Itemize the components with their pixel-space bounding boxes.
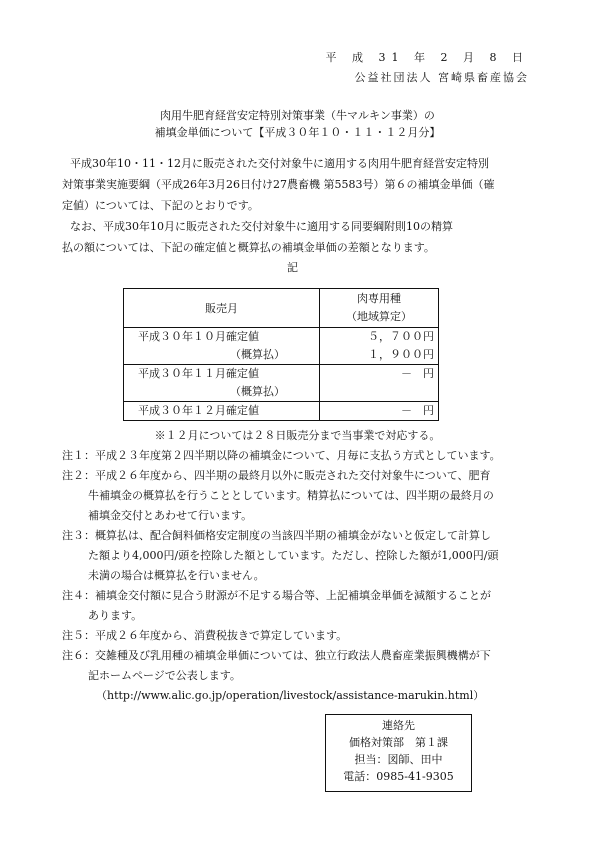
note-3: 注３：概算払は、配合飼料価格安定制度の当該四半期の補填金がないと仮定して計算し — [62, 529, 491, 542]
table-header-sale-month: 販売月 — [124, 289, 320, 328]
document-title-line-2: 補填金単価について【平成３０年１０・１１・１２月分】 — [154, 126, 441, 139]
table-cell-month — [124, 365, 320, 402]
organization-name: 公益社団法人 宮崎県畜産協会 — [354, 71, 529, 84]
note-3-continued-1: た額より4,000円/頭を控除した額としています。ただし、控除した額が1,000円/頭 — [88, 549, 499, 562]
note-5: 注５：平成２６年度から、消費税抜きで算定しています。 — [62, 629, 348, 642]
row-value: １，９００円 — [368, 348, 434, 361]
table-header-beef-breed — [320, 289, 439, 328]
note-3-continued-2: 未満の場合は概算払を行いません。 — [88, 569, 265, 582]
contact-phone: 電話：0985-41-9305 — [343, 770, 454, 783]
note-1: 注１：平成２３年度第２四半期以降の補填金について、月毎に支払う方式としています。 — [62, 449, 501, 462]
table-cell-value — [320, 402, 439, 421]
ki-heading: 記 — [287, 261, 298, 274]
body-paragraph-1-line-1: 平成30年10・11・12月に販売された交付対象牛に適用する肉用牛肥育経営安定特別 — [70, 157, 489, 170]
body-paragraph-1-line-2: 対策事業実施要綱（平成26年3月26日付け27農畜機 第5583号）第６の補填金単価（確 — [62, 178, 495, 191]
document-title-line-1: 肉用牛肥育経営安定特別対策事業（牛マルキン事業）の — [160, 109, 435, 122]
subsidy-rate-table — [123, 288, 439, 421]
row-label: （概算払） — [230, 348, 285, 361]
alic-url-link[interactable]: （http://www.alic.go.jp/operation/livestock/assistance-marukin.html） — [96, 689, 485, 702]
contact-department: 価格対策部 第１課 — [349, 736, 448, 749]
table-cell-month — [124, 328, 320, 365]
table-cell-value — [320, 328, 439, 365]
december-note: ※１２月については２８日販売分まで当事業で対応する。 — [154, 429, 441, 442]
note-4: 注４：補填金交付額に見合う財源が不足する場合等、上記補填金単価を減額することが — [62, 589, 491, 602]
row-value: － 円 — [401, 404, 434, 417]
note-4-continued-1: あります。 — [88, 609, 143, 622]
row-label: 平成３０年１２月確定値 — [138, 404, 259, 417]
table-row — [124, 402, 439, 421]
contact-title: 連絡先 — [382, 719, 415, 732]
table-cell-value — [320, 365, 439, 402]
contact-box — [325, 714, 472, 792]
body-paragraph-2-line-1: なお、平成30年10月に販売された交付対象牛に適用する同要綱附則10の精算 — [70, 220, 453, 233]
body-paragraph-2-line-2: 払の額については、下記の確定値と概算払の補填金単価の差額となります。 — [62, 241, 435, 254]
row-value: － 円 — [401, 367, 434, 380]
table-cell-month — [124, 402, 320, 421]
table-row — [124, 365, 439, 402]
document-date: 平 成 31 年 2 月 8 日 — [325, 51, 529, 64]
body-paragraph-1-line-3: 定値）については、下記のとおりです。 — [62, 199, 259, 212]
row-label: （概算払） — [230, 385, 285, 398]
table-header-beef-breed-line-2: （地域算定） — [346, 310, 412, 323]
note-6-continued-1: 記ホームページで公表します。 — [88, 669, 241, 682]
contact-person: 担当：図師、田中 — [354, 753, 443, 766]
note-2-continued-2: 補填金交付とあわせて行います。 — [88, 509, 253, 522]
row-value: ５，７００円 — [368, 330, 434, 343]
row-value — [324, 383, 434, 401]
row-label: 平成３０年１１月確定値 — [138, 367, 259, 380]
note-6: 注６：交雑種及び乳用種の補填金単価については、独立行政法人農畜産業振興機構が下 — [62, 649, 491, 662]
table-header-row — [124, 289, 439, 328]
table-header-beef-breed-line-1: 肉専用種 — [357, 292, 401, 305]
table-row — [124, 328, 439, 365]
note-2-continued-1: 牛補填金の概算払を行うこととしています。精算払については、四半期の最終月の — [88, 489, 494, 502]
note-2: 注２：平成２６年度から、四半期の最終月以外に販売された交付対象牛について、肥育 — [62, 469, 491, 482]
row-label: 平成３０年１０月確定値 — [138, 330, 259, 343]
